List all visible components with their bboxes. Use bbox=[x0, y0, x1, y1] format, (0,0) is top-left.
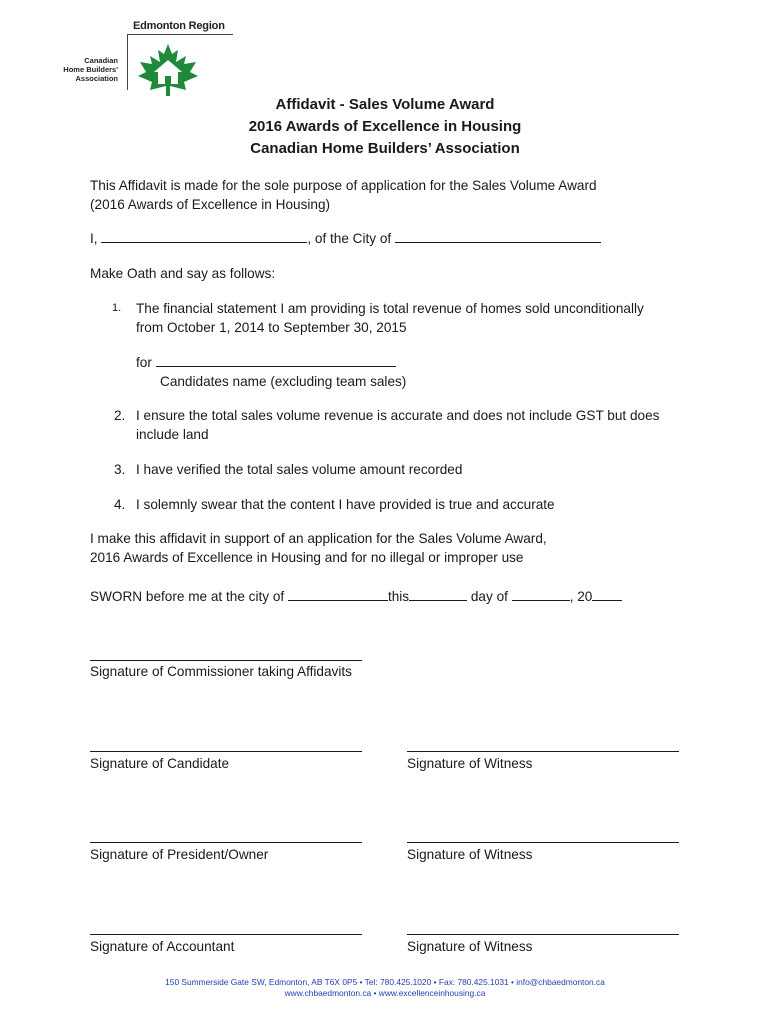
title-line-3: Canadian Home Builders’ Association bbox=[250, 140, 520, 157]
declarant-name-field[interactable] bbox=[101, 229, 307, 243]
item-1-line-2: from October 1, 2014 to September 30, 2015 bbox=[136, 320, 407, 335]
item-2-line-1: I ensure the total sales volume revenue is accurate and does not include GST but does bbox=[136, 408, 660, 423]
chba-logo bbox=[50, 18, 235, 98]
logo-rule-vertical bbox=[127, 34, 128, 90]
for-label: for bbox=[136, 355, 156, 370]
item-2-number: 2. bbox=[114, 408, 126, 423]
for-row bbox=[136, 353, 396, 372]
witness-1-signature-label: Signature of Witness bbox=[407, 756, 533, 771]
oath-text: Make Oath and say as follows: bbox=[90, 266, 276, 281]
candidate-signature-line[interactable] bbox=[90, 751, 362, 752]
sworn-year-field[interactable] bbox=[592, 587, 622, 601]
item-4-line-1: I solemnly swear that the content I have provided is true and accurate bbox=[136, 497, 555, 512]
item-1-number: 1. bbox=[112, 302, 122, 314]
declarant-row bbox=[90, 229, 601, 248]
accountant-signature-line[interactable] bbox=[90, 934, 362, 935]
item-3-line-1: I have verified the total sales volume amount recorded bbox=[136, 462, 463, 477]
president-signature-label: Signature of President/Owner bbox=[90, 847, 269, 862]
footer-address: 150 Summerside Gate SW, Edmonton, AB T6X 0P5 • Tel: 780.425.1020 • Fax: 780.425.1031 • info@chbaedmonton.ca bbox=[165, 977, 605, 987]
accountant-signature-label: Signature of Accountant bbox=[90, 939, 235, 954]
item-4-number: 4. bbox=[114, 497, 126, 512]
witness-1-signature-line[interactable] bbox=[407, 751, 679, 752]
sworn-text-d: , 20 bbox=[569, 589, 593, 604]
logo-rule bbox=[127, 34, 233, 35]
title-line-1: Affidavit - Sales Volume Award bbox=[275, 96, 495, 113]
for-caption: Candidates name (excluding team sales) bbox=[160, 374, 407, 389]
logo-region-text: Edmonton Region bbox=[133, 20, 225, 32]
declarant-mid: , of the City of bbox=[307, 231, 395, 246]
intro-line-2: (2016 Awards of Excellence in Housing) bbox=[90, 197, 331, 212]
logo-org-name: Canadian Home Builders' Association bbox=[63, 56, 118, 83]
item-1-line-1: The financial statement I am providing is total revenue of homes sold unconditionally bbox=[136, 301, 644, 316]
item-3-number: 3. bbox=[114, 462, 126, 477]
witness-2-signature-line[interactable] bbox=[407, 842, 679, 843]
witness-3-signature-line[interactable] bbox=[407, 934, 679, 935]
sworn-text-c: day of bbox=[467, 589, 512, 604]
sworn-day-field[interactable] bbox=[409, 587, 467, 601]
sworn-text-b: this bbox=[387, 589, 410, 604]
support-line-1: I make this affidavit in support of an application for the Sales Volume Award, bbox=[90, 531, 547, 546]
sworn-text-a: SWORN before me at the city of bbox=[90, 589, 288, 604]
intro-line-1: This Affidavit is made for the sole purpose of application for the Sales Volume Award bbox=[90, 178, 597, 193]
footer-websites: www.chbaedmonton.ca • www.excellenceinhousing.ca bbox=[284, 988, 486, 998]
maple-leaf-house-icon bbox=[134, 42, 202, 98]
commissioner-signature-line[interactable] bbox=[90, 660, 362, 661]
sworn-city-field[interactable] bbox=[288, 587, 388, 601]
witness-2-signature-label: Signature of Witness bbox=[407, 847, 533, 862]
witness-3-signature-label: Signature of Witness bbox=[407, 939, 533, 954]
support-line-2: 2016 Awards of Excellence in Housing and for no illegal or improper use bbox=[90, 550, 524, 565]
commissioner-signature-label: Signature of Commissioner taking Affidavits bbox=[90, 664, 352, 679]
city-field[interactable] bbox=[395, 229, 601, 243]
president-signature-line[interactable] bbox=[90, 842, 362, 843]
sworn-row bbox=[90, 587, 622, 606]
candidate-signature-label: Signature of Candidate bbox=[90, 756, 230, 771]
declarant-prefix: I, bbox=[90, 231, 102, 246]
title-line-2: 2016 Awards of Excellence in Housing bbox=[248, 118, 522, 135]
sworn-month-field[interactable] bbox=[512, 587, 570, 601]
item-2-line-2: include land bbox=[136, 427, 209, 442]
candidate-name-field[interactable] bbox=[156, 353, 396, 367]
